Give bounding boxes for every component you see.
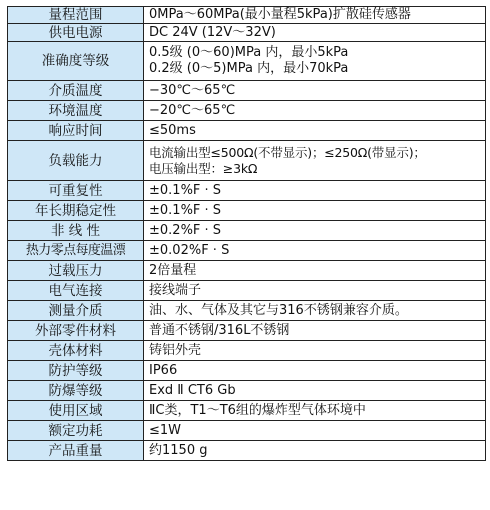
- spec-label: 使用区域: [8, 401, 144, 421]
- spec-row: [8, 42, 486, 81]
- spec-value-line: −30℃～65℃: [149, 82, 236, 98]
- spec-label: 过载压力: [8, 261, 144, 281]
- spec-value-line: ⅡC类，T1～T6组的爆炸型气体环境中: [149, 402, 366, 418]
- spec-row: [8, 101, 486, 121]
- spec-label: 热力零点每度温漂: [8, 241, 144, 261]
- spec-table-body: [8, 7, 486, 461]
- spec-label: 防护等级: [8, 361, 144, 381]
- spec-value: [144, 341, 486, 361]
- spec-value: [144, 281, 486, 301]
- spec-value-line: 接线端子: [149, 282, 202, 298]
- spec-label: 响应时间: [8, 121, 144, 141]
- spec-label: 负载能力: [8, 141, 144, 181]
- spec-value: [144, 441, 486, 461]
- spec-row: [8, 201, 486, 221]
- spec-label: 年长期稳定性: [8, 201, 144, 221]
- spec-row: [8, 261, 486, 281]
- spec-value-line: IP66: [149, 362, 178, 378]
- spec-value: [144, 241, 486, 261]
- spec-value-line: 约1150 g: [149, 442, 208, 458]
- spec-row: [8, 361, 486, 381]
- spec-value: [144, 221, 486, 241]
- spec-label: 防爆等级: [8, 381, 144, 401]
- spec-row: [8, 421, 486, 441]
- spec-value-line: ±0.1%F · S: [149, 182, 222, 198]
- spec-label: 非 线 性: [8, 221, 144, 241]
- spec-row: [8, 181, 486, 201]
- spec-label: 环境温度: [8, 101, 144, 121]
- spec-row: [8, 341, 486, 361]
- spec-label: 供电电源: [8, 24, 144, 42]
- spec-value-line: 铸铝外壳: [149, 342, 202, 358]
- spec-value-line: ±0.2%F · S: [149, 222, 222, 238]
- spec-label: 外部零件材料: [8, 321, 144, 341]
- spec-row: [8, 24, 486, 42]
- spec-row: [8, 381, 486, 401]
- spec-table-wrapper: [7, 6, 485, 461]
- spec-row: [8, 81, 486, 101]
- spec-value: [144, 24, 486, 42]
- spec-value: [144, 261, 486, 281]
- spec-value-line: 普通不锈钢/316L不锈钢: [149, 322, 290, 338]
- spec-value: [144, 81, 486, 101]
- spec-value-line: 电流输出型≤500Ω(不带显示)；≤250Ω(带显示)；: [149, 144, 426, 160]
- spec-value: [144, 201, 486, 221]
- spec-row: [8, 141, 486, 181]
- spec-value: [144, 301, 486, 321]
- spec-value: [144, 101, 486, 121]
- spec-row: [8, 401, 486, 421]
- spec-value-line: 2倍量程: [149, 262, 197, 278]
- spec-value-line: ≤1W: [149, 422, 182, 438]
- spec-value: [144, 141, 486, 181]
- spec-value: [144, 121, 486, 141]
- spec-row: [8, 281, 486, 301]
- spec-value-line: −20℃～65℃: [149, 102, 236, 118]
- spec-label: 测量介质: [8, 301, 144, 321]
- spec-label: 量程范围: [8, 7, 144, 24]
- spec-value-line: DC 24V (12V～32V): [149, 24, 276, 40]
- spec-label: 介质温度: [8, 81, 144, 101]
- spec-value-line: 油、水、气体及其它与316不锈钢兼容介质。: [149, 302, 408, 318]
- spec-value-line: 0.5级 (0～60)MPa 内，最小5kPa: [149, 45, 349, 60]
- spec-label: 壳体材料: [8, 341, 144, 361]
- spec-row: [8, 121, 486, 141]
- spec-value-line: ±0.02%F · S: [149, 242, 230, 258]
- spec-table: [7, 6, 486, 461]
- spec-value: [144, 181, 486, 201]
- spec-value-line: ±0.1%F · S: [149, 202, 222, 218]
- spec-row: [8, 301, 486, 321]
- spec-value: [144, 7, 486, 24]
- spec-value: [144, 401, 486, 421]
- spec-value-line: ≤50ms: [149, 122, 196, 138]
- spec-label: 电气连接: [8, 281, 144, 301]
- spec-value: [144, 381, 486, 401]
- spec-label: 准确度等级: [8, 42, 144, 81]
- spec-label: 额定功耗: [8, 421, 144, 441]
- spec-row: [8, 441, 486, 461]
- spec-value-line: 0.2级 (0～5)MPa 内，最小70kPa: [149, 61, 349, 76]
- spec-row: [8, 321, 486, 341]
- spec-value-line: Exd Ⅱ CT6 Gb: [149, 382, 236, 398]
- spec-row: [8, 7, 486, 24]
- spec-label: 可重复性: [8, 181, 144, 201]
- spec-value: [144, 421, 486, 441]
- spec-value: [144, 42, 486, 81]
- spec-value: [144, 321, 486, 341]
- spec-row: [8, 221, 486, 241]
- spec-row: [8, 241, 486, 261]
- spec-label: 产品重量: [8, 441, 144, 461]
- spec-value: [144, 361, 486, 381]
- spec-value-line: 电压输出型：≥3kΩ: [149, 160, 258, 176]
- spec-value-line: 0MPa～60MPa(最小量程5kPa)扩散硅传感器: [149, 7, 411, 22]
